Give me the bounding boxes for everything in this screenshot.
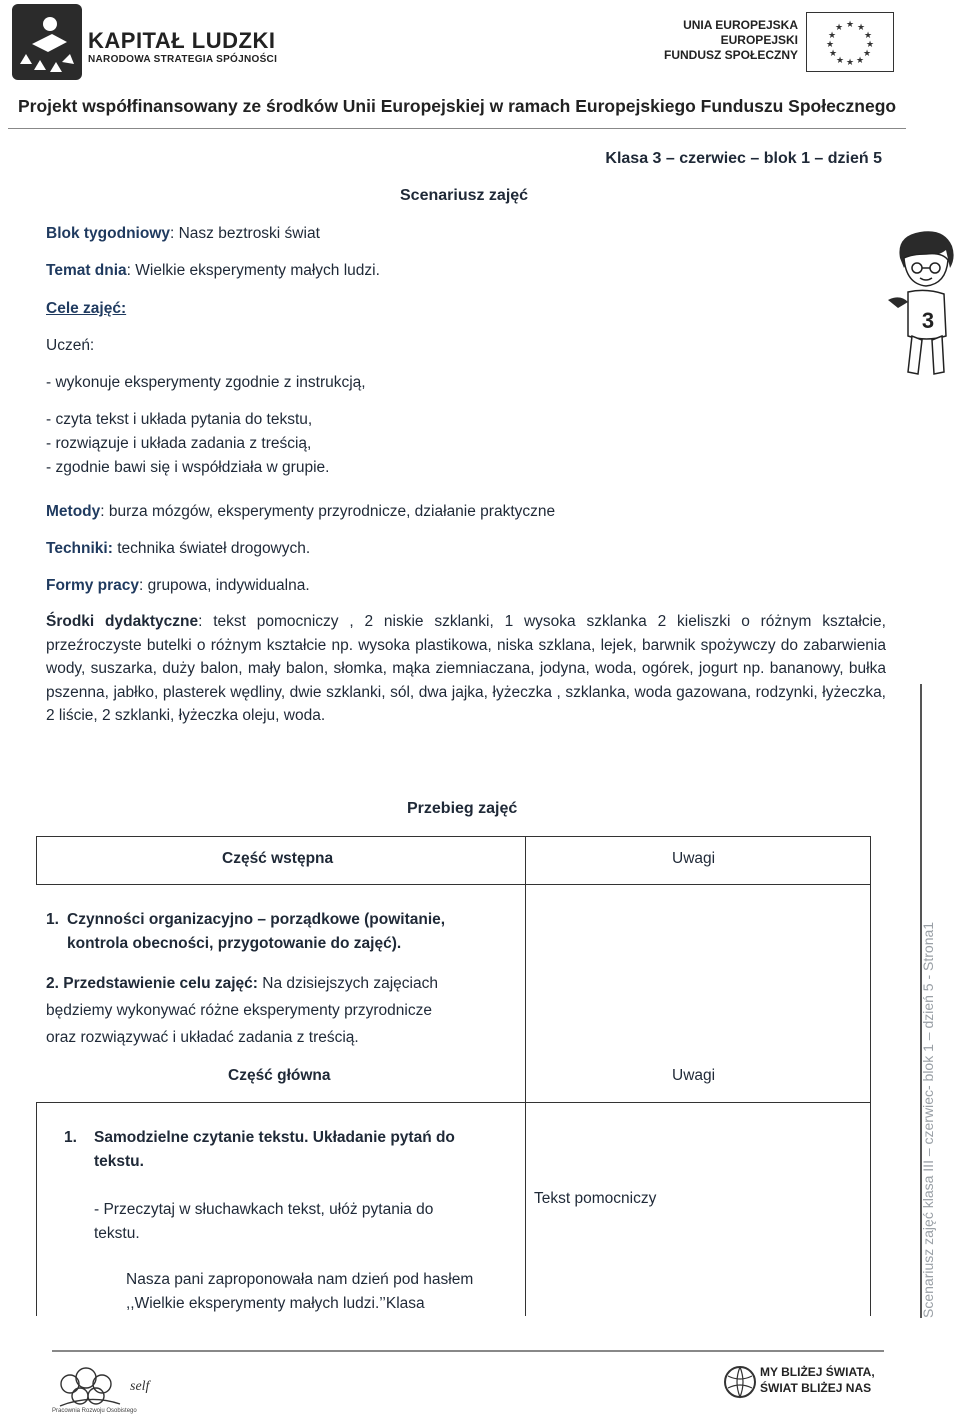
blok-label: Blok tygodniowy bbox=[46, 225, 170, 242]
srodki-dydaktyczne bbox=[46, 610, 886, 728]
eu-line-1: UNIA EUROPEJSKA bbox=[683, 18, 798, 32]
item2-label: 2. Przedstawienie celu zajęć: bbox=[46, 975, 258, 992]
story-text: ,,Wielkie eksperymenty małych ludzi.’’Klasa bbox=[126, 1295, 425, 1312]
svg-text:★: ★ bbox=[845, 20, 855, 30]
eu-line-2: EUROPEJSKI bbox=[720, 33, 798, 47]
eu-line-3: FUNDUSZ SPOŁECZNY bbox=[663, 48, 798, 62]
formy-label: Formy pracy bbox=[46, 577, 140, 594]
svg-text:★: ★ bbox=[856, 23, 866, 33]
plan-table bbox=[36, 836, 871, 1316]
svg-text:★: ★ bbox=[863, 31, 873, 41]
scenario-title: Scenariusz zajęć bbox=[400, 187, 529, 204]
main1-text: Samodzielne czytanie tekstu. Układanie pytań do bbox=[94, 1129, 455, 1146]
item2-line bbox=[46, 972, 438, 996]
eu-text bbox=[664, 18, 798, 63]
kapital-ludzki-subtitle: NARODOWA STRATEGIA SPÓJNOŚCI bbox=[88, 54, 278, 65]
metody-label: Metody bbox=[46, 503, 101, 520]
svg-text:★: ★ bbox=[828, 49, 838, 59]
eu-flag-icon bbox=[806, 12, 894, 72]
story-text: Nasza pani zaproponowała nam dzień pod hasłem bbox=[126, 1271, 474, 1288]
blok-value: : Nasz beztroski świat bbox=[170, 225, 320, 242]
uwagi-header: Uwagi bbox=[672, 1067, 716, 1084]
kapital-ludzki-title: KAPITAŁ LUDZKI bbox=[88, 28, 276, 53]
table-border-left-lower bbox=[36, 1102, 37, 1316]
table-header-divider bbox=[36, 884, 871, 885]
svg-text:★: ★ bbox=[827, 31, 837, 41]
mb-line-2: ŚWIAT BLIŻEJ NAS bbox=[760, 1381, 872, 1395]
main1-instruction: tekstu. bbox=[94, 1225, 140, 1242]
przebieg-title: Przebieg zajęć bbox=[407, 800, 518, 817]
svg-text:★: ★ bbox=[825, 40, 835, 50]
item2-text: oraz rozwiązywać i układać zadania z treścią. bbox=[46, 1029, 359, 1046]
svg-text:self: self bbox=[130, 1379, 150, 1394]
metody bbox=[46, 503, 555, 521]
uwagi-header: Uwagi bbox=[672, 850, 716, 867]
item2-text: będziemy wykonywać różne eksperymenty przyrodnicze bbox=[46, 1002, 432, 1019]
temat-dnia bbox=[46, 262, 380, 280]
svg-text:★: ★ bbox=[865, 40, 875, 50]
table-section-divider bbox=[36, 1102, 871, 1103]
mascot-girl-icon bbox=[886, 228, 960, 380]
srodki-label: Środki dydaktyczne bbox=[46, 613, 199, 630]
main1-number: 1. bbox=[64, 1129, 77, 1146]
mb-line-1: MY BLIŻEJ ŚWIATA, bbox=[760, 1365, 875, 1379]
svg-text:★: ★ bbox=[862, 49, 872, 59]
table-border-top bbox=[36, 836, 871, 837]
svg-text:★: ★ bbox=[834, 23, 844, 33]
goal-item: - wykonuje eksperymenty zgodnie z instrukcją, bbox=[46, 374, 366, 391]
header-divider bbox=[8, 128, 906, 129]
temat-label: Temat dnia bbox=[46, 262, 127, 279]
temat-value: : Wielkie eksperymenty małych ludzi. bbox=[126, 262, 380, 279]
main1-instruction: - Przeczytaj w słuchawkach tekst, ułóż pytania do bbox=[94, 1201, 434, 1218]
svg-text:★: ★ bbox=[835, 56, 845, 66]
project-cofinancing-line: Projekt współfinansowany ze środków Unii Europejskiej w ramach Europejskiego Funduszu Społecznego bbox=[18, 96, 897, 116]
main1-text: tekstu. bbox=[94, 1153, 144, 1170]
table-border-left bbox=[36, 836, 37, 884]
footer-divider bbox=[52, 1350, 884, 1352]
svg-text:★: ★ bbox=[845, 58, 855, 68]
formy-pracy bbox=[46, 577, 310, 595]
self-caption: Pracownia Rozwoju Osobistego bbox=[52, 1408, 137, 1414]
class-info: Klasa 3 – czerwiec – blok 1 – dzień 5 bbox=[605, 150, 882, 167]
item1-text: kontrola obecności, przygotowanie do zajęć). bbox=[67, 935, 402, 952]
table-column-divider bbox=[525, 836, 526, 1316]
goal-item: - zgodnie bawi się i współdziała w grupie. bbox=[46, 459, 330, 476]
techniki-value: technika świateł drogowych. bbox=[112, 540, 311, 557]
cele-label: Cele zajęć: bbox=[46, 300, 127, 317]
table-border-right bbox=[870, 836, 871, 1316]
goal-item: - rozwiązuje i układa zadania z treścią, bbox=[46, 435, 312, 452]
item1-text: Czynności organizacyjno – porządkowe (powitanie, bbox=[67, 911, 446, 928]
uwagi-tekst-pomocniczy: Tekst pomocniczy bbox=[534, 1190, 657, 1207]
techniki bbox=[46, 540, 310, 558]
metody-value: : burza mózgów, eksperymenty przyrodnicze, działanie praktyczne bbox=[100, 503, 556, 520]
my-blizej-swiata-text bbox=[760, 1364, 875, 1396]
formy-value: : grupowa, indywidualna. bbox=[139, 577, 310, 594]
uczen-label: Uczeń: bbox=[46, 337, 95, 354]
item2-text: Na dzisiejszych zajęciach bbox=[257, 975, 438, 992]
side-page-footer: Scenariusz zajęć klasa III – czerwiec- blok 1 – dzień 5 - Strona1 bbox=[920, 921, 936, 1318]
svg-text:★: ★ bbox=[855, 56, 865, 66]
goal-item: - czyta tekst i układa pytania do tekstu, bbox=[46, 411, 313, 428]
wstepna-header: Część wstępna bbox=[222, 850, 334, 867]
mascot-number: 3 bbox=[921, 308, 935, 333]
item1-number: 1. bbox=[46, 911, 59, 928]
blok-tygodniowy bbox=[46, 225, 320, 243]
techniki-label: Techniki: bbox=[46, 540, 113, 557]
srodki-value: : tekst pomocniczy , 2 niskie szklanki, 1 wysoka szklanka 2 kieliszki o różnym kształcie, przeźroczyste butelki o różnym kształcie np. wysoka plastikowa, niska szklana, lejek, barwnik spożywczy do zabarwienia wody, suszarka, duży balon, mały balon, słomka, mąka ziemniaczana, jodyna, woda, ogórek, jogurt np. bananowy, bułka pszenna, jabłko, plasterek wędliny, dwie szklanki, sól, dwa jajka, łyżeczka , szklanka, woda gazowana, rodzynki, łyżeczka, 2 liście, 2 szklanki, łyżeczka oleju, woda. bbox=[46, 613, 886, 724]
glowna-header: Część główna bbox=[228, 1067, 331, 1084]
